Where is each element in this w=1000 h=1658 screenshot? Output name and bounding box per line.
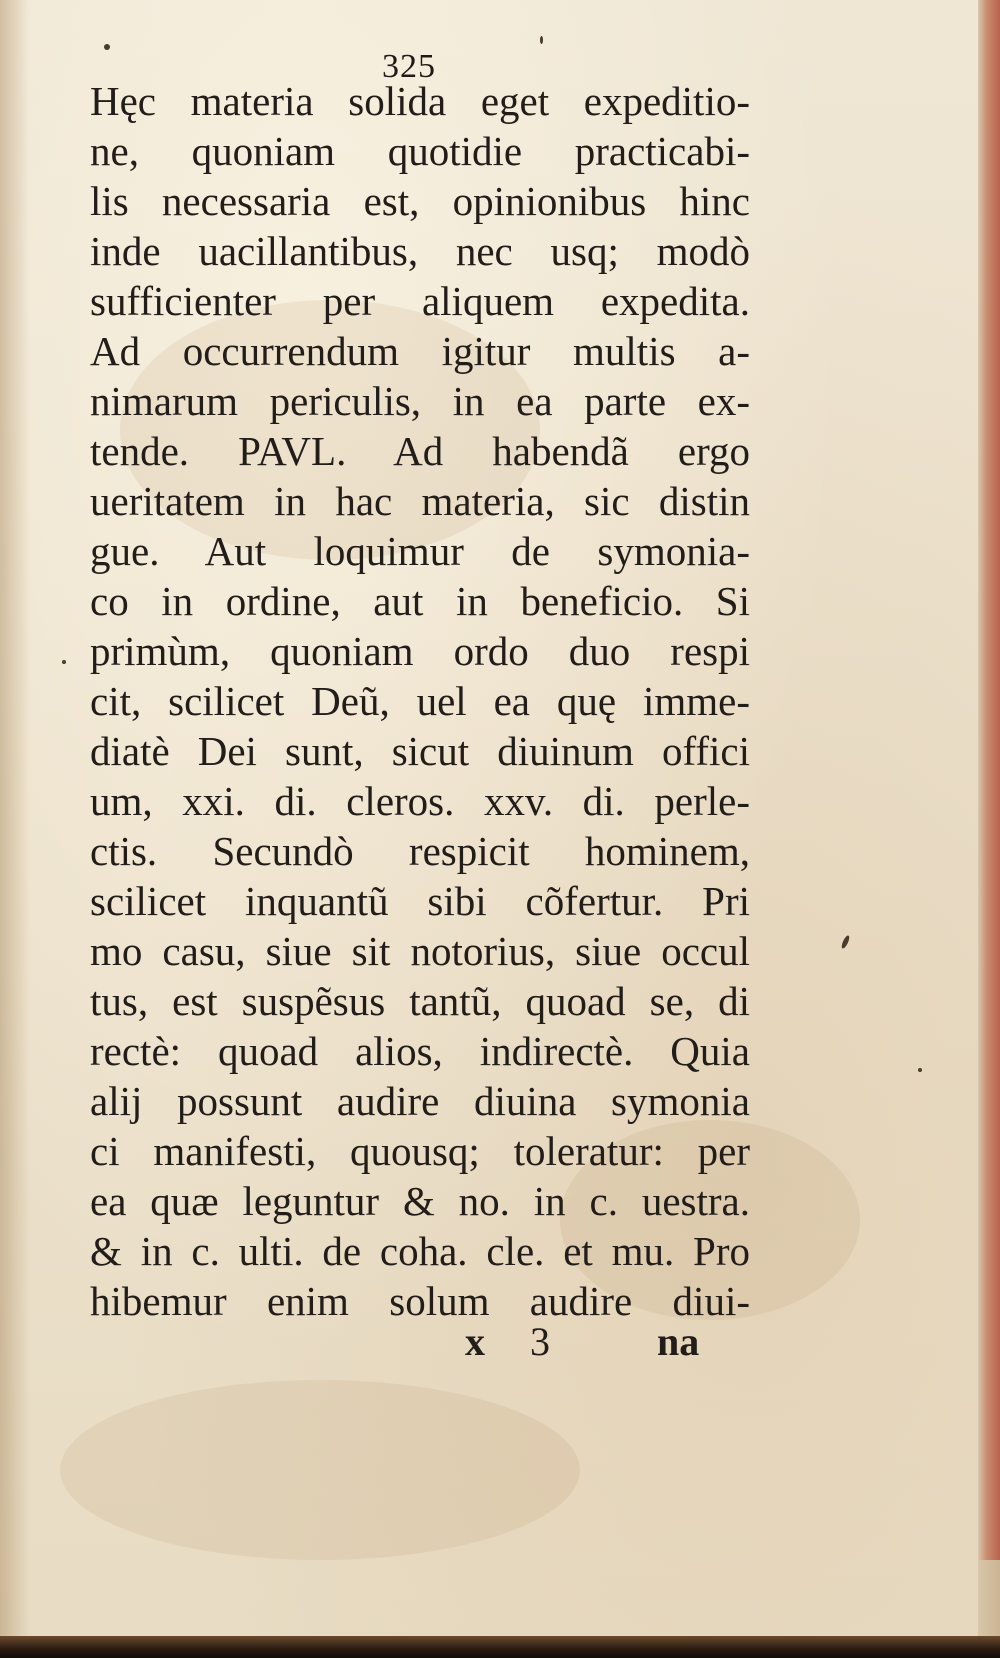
text-line: gue. Aut loquimur de symonia- [90, 528, 750, 574]
text-line: alij possunt audire diuina symonia [90, 1078, 750, 1124]
ink-speck [918, 1068, 922, 1072]
text-line: co in ordine, aut in beneficio. Si [90, 578, 750, 624]
main-text [90, 76, 750, 1326]
page-number: 325 [382, 48, 436, 85]
ink-speck [104, 44, 110, 50]
text-line: rectè: quoad alios, indirectè. Quia [90, 1028, 750, 1074]
catchword: na [657, 1319, 700, 1364]
text-line: Ad occurrendum igitur multis a- [90, 328, 750, 374]
text-line: scilicet inquantũ sibi cõfertur. Pri [90, 878, 750, 924]
page-edge-bottom [0, 1636, 1000, 1658]
text-line: um, xxi. di. cleros. xxv. di. perle- [90, 778, 750, 824]
page-edge-right [978, 0, 1000, 1560]
text-line: Hęc materia solida eget expeditio- [90, 78, 750, 124]
text-line: mo casu, siue sit notorius, siue occul [90, 928, 750, 974]
paper-stain [60, 1380, 580, 1560]
text-line: inde uacillantibus, nec usq; modò [90, 228, 750, 274]
text-line: cit, scilicet Deũ, uel ea quę imme- [90, 678, 750, 724]
signature-number: 3 [530, 1319, 550, 1364]
text-line: ne, quoniam quotidie practicabi- [90, 128, 750, 174]
text-line: ci manifesti, quousq; toleratur: per [90, 1128, 750, 1174]
ink-speck [840, 935, 850, 950]
text-line: tus, est suspẽsus tantũ, quoad se, di [90, 978, 750, 1024]
text-line: lis necessaria est, opinionibus hinc [90, 178, 750, 224]
text-line: hibemur enim solum audire diui- [90, 1278, 750, 1324]
text-line: diatè Dei sunt, sicut diuinum offici [90, 728, 750, 774]
text-line: & in c. ulti. de coha. cle. et mu. Pro [90, 1228, 750, 1274]
text-line: sufficienter per aliquem expedita. [90, 278, 750, 324]
text-line: ea quæ leguntur & no. in c. uestra. [90, 1178, 750, 1224]
text-line: primùm, quoniam ordo duo respi [90, 628, 750, 674]
ink-speck [540, 36, 543, 44]
text-line: ueritatem in hac materia, sic distin [90, 478, 750, 524]
text-line: ctis. Secundò respicit hominem, [90, 828, 750, 874]
signature-mark: x [465, 1319, 485, 1364]
ink-speck [62, 660, 66, 664]
text-line: nimarum periculis, in ea parte ex- [90, 378, 750, 424]
text-line: tende. PAVL. Ad habendã ergo [90, 428, 750, 474]
